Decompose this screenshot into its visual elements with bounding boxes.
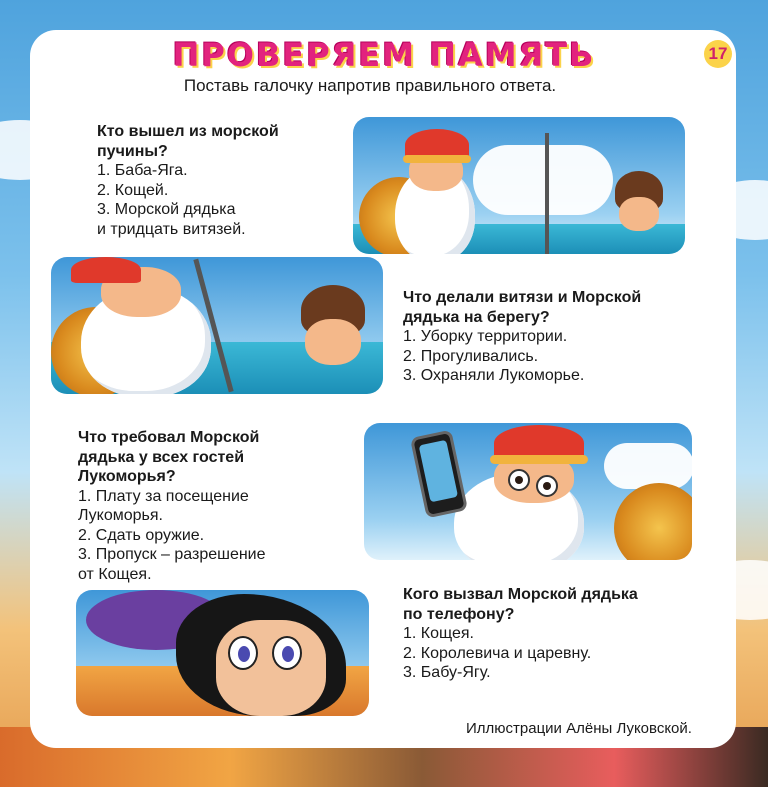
answer-option[interactable]: 3. Бабу-Ягу. bbox=[403, 664, 491, 681]
answer-option[interactable]: 3. Морской дядька и тридцать витязей. bbox=[97, 201, 246, 238]
question-text: Кто вышел из морской пучины? bbox=[97, 123, 279, 160]
instruction-text: Поставь галочку напротив правильного ответа. bbox=[183, 76, 557, 95]
question-text: Кого вызвал Морской дядька по телефону? bbox=[403, 586, 638, 623]
page-number-badge: 17 bbox=[704, 40, 732, 68]
answer-option[interactable]: 1. Плату за посещение Лукоморья. bbox=[78, 487, 249, 524]
answer-option[interactable]: 2. Королевича и царевну. bbox=[403, 644, 592, 662]
question-2 bbox=[403, 288, 703, 386]
illustrator-credit: Иллюстрации Алёны Луковской. bbox=[466, 720, 692, 737]
question-1 bbox=[97, 122, 347, 239]
answer-option[interactable]: 1. Уборку территории. bbox=[403, 328, 568, 345]
answer-option[interactable]: 2. Прогуливались. bbox=[403, 347, 539, 365]
question-text: Что требовал Морской дядька у всех гостей Лукоморья? bbox=[78, 429, 260, 485]
sea-uncle-phone-call-illustration bbox=[364, 423, 692, 560]
answer-option[interactable]: 3. Охраняли Лукоморье. bbox=[403, 367, 585, 384]
sea-uncle-with-spear-and-boy-illustration bbox=[353, 117, 685, 254]
sea-uncle-laughing-illustration bbox=[51, 257, 383, 394]
answer-option[interactable]: 1. Баба-Яга. bbox=[97, 162, 188, 179]
question-text: Что делали витязи и Морской дядька на берегу? bbox=[403, 289, 642, 326]
question-4 bbox=[403, 585, 703, 683]
baba-yaga-illustration bbox=[76, 590, 369, 716]
answer-option[interactable]: 3. Пропуск – разрешение от Кощея. bbox=[78, 546, 266, 583]
answer-option[interactable]: 2. Сдать оружие. bbox=[78, 526, 205, 544]
page-title: ПРОВЕРЯЕМ ПАМЯТЬ bbox=[172, 36, 596, 74]
answer-option[interactable]: 1. Кощея. bbox=[403, 625, 474, 642]
question-3 bbox=[78, 428, 338, 584]
answer-option[interactable]: 2. Кощей. bbox=[97, 181, 169, 199]
